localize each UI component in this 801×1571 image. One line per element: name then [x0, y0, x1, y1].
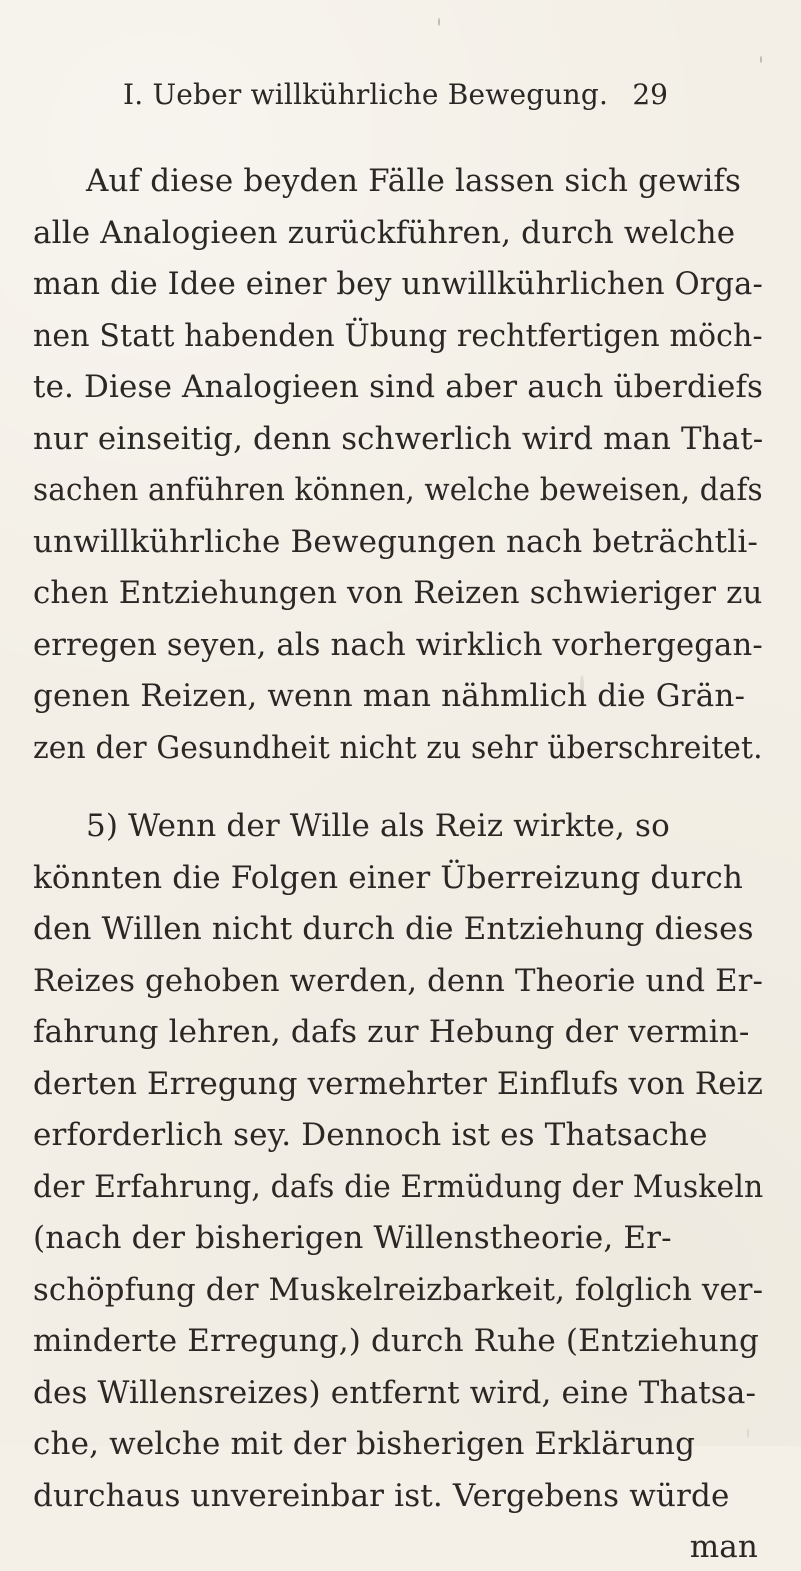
text-line: Reizes gehoben werden, denn Theorie und Er- [33, 963, 763, 999]
text-line: unwillkührliche Bewegungen nach beträchtli- [33, 524, 759, 560]
text-line: man die Idee einer bey unwillkührlichen Orga- [33, 266, 763, 302]
text-line: zen der Gesundheit nicht zu sehr überschreitet. [33, 730, 763, 766]
text-line: sachen anführen können, welche beweisen, dafs [33, 472, 763, 508]
text-line: 5) Wenn der Wille als Reiz wirkte, so [86, 808, 670, 844]
text-line: den Willen nicht durch die Entziehung dieses [33, 911, 754, 947]
text-line: chen Entziehungen von Reizen schwieriger zu [33, 575, 763, 611]
paper-speck [438, 18, 440, 26]
text-line: (nach der bisherigen Willenstheorie, Er- [33, 1220, 672, 1256]
paper-speck [580, 675, 584, 697]
text-line: erregen seyen, als nach wirklich vorhergegan- [33, 627, 763, 663]
text-line: nur einseitig, denn schwerlich wird man That- [33, 421, 764, 457]
running-head: I. Ueber willkührliche Bewegung. [123, 78, 609, 111]
page-number: 29 [632, 78, 668, 111]
text-line: durchaus unvereinbar ist. Vergebens würde [33, 1478, 730, 1514]
text-line: genen Reizen, wenn man nähmlich die Grän- [33, 678, 746, 714]
text-line: derten Erregung vermehrter Einflufs von Reiz [33, 1066, 764, 1102]
text-line: nen Statt habenden Übung rechtfertigen möch- [33, 318, 763, 354]
text-line: der Erfahrung, dafs die Ermüdung der Muskeln [33, 1169, 764, 1205]
text-line: des Willensreizes) entfernt wird, eine Thatsa- [33, 1375, 757, 1411]
paper-speck [747, 1428, 749, 1438]
text-line: man [689, 1529, 758, 1565]
text-line: könnten die Folgen einer Überreizung durch [33, 860, 744, 896]
text-line: schöpfung der Muskelreizbarkeit, folglich ver- [33, 1272, 764, 1308]
page-header [123, 78, 668, 118]
text-line: Auf diese beyden Fälle lassen sich gewifs [86, 163, 742, 199]
text-line: erforderlich sey. Dennoch ist es Thatsache [33, 1117, 708, 1153]
text-line: te. Diese Analogieen sind aber auch überdiefs [33, 369, 764, 405]
text-line: alle Analogieen zurückführen, durch welche [33, 215, 736, 251]
text-line: minderte Erregung,) durch Ruhe (Entziehung [33, 1323, 760, 1359]
paper-speck [560, 1438, 562, 1445]
text-line: fahrung lehren, dafs zur Hebung der vermin- [33, 1014, 750, 1050]
paper-speck [760, 56, 762, 63]
text-line: che, welche mit der bisherigen Erklärung [33, 1426, 696, 1462]
